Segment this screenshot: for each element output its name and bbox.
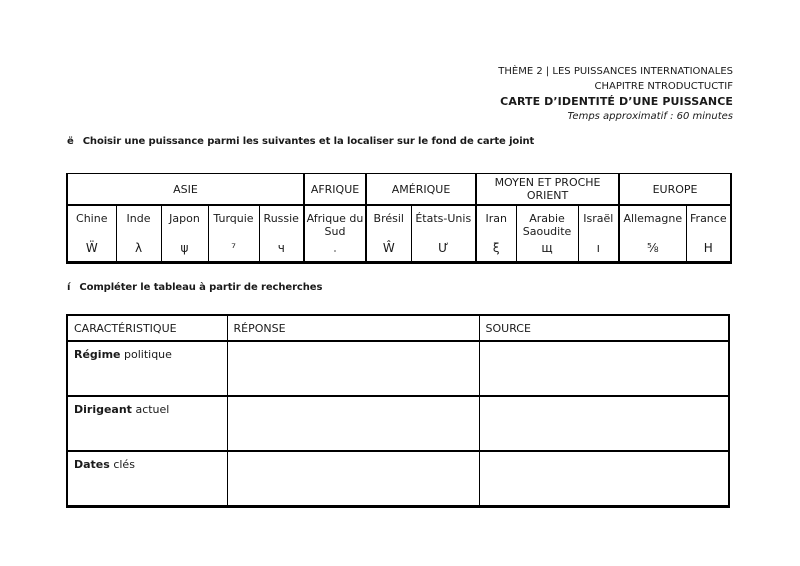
- country-name: Japon: [169, 212, 200, 225]
- row-label-regime: [67, 341, 227, 396]
- country-name: France: [690, 212, 727, 225]
- source-cell-dirigeant[interactable]: [479, 396, 729, 451]
- flag-glyph: Ŵ: [382, 241, 395, 255]
- country-cell-france: [686, 205, 731, 263]
- flag-glyph: Ẅ: [85, 241, 98, 255]
- response-cell-dirigeant[interactable]: [227, 396, 479, 451]
- row-label-bold: Régime: [74, 348, 121, 361]
- table-row-dirigeant: [67, 396, 729, 451]
- country-cell-iran: [476, 205, 516, 263]
- region-header-row: [67, 174, 731, 206]
- country-cell-israel: [578, 205, 619, 263]
- source-cell-regime[interactable]: [479, 341, 729, 396]
- country-cell-turquie: [208, 205, 259, 263]
- country-name: Iran: [485, 212, 508, 225]
- region-header-afrique: AFRIQUE: [304, 174, 366, 206]
- country-cell-etats-unis: [411, 205, 476, 263]
- time-estimate: Temps approximatif : 60 minutes: [567, 111, 733, 122]
- region-header-asie: ASIE: [67, 174, 304, 206]
- country-cell-arabie-saoudite: [516, 205, 578, 263]
- column-header-reponse: RÉPONSE: [227, 315, 479, 341]
- column-header-source: SOURCE: [479, 315, 729, 341]
- country-cell-russie: [259, 205, 304, 263]
- flag-glyph: ξ: [492, 241, 500, 255]
- instruction-choose-power: [67, 136, 534, 147]
- response-cell-dates[interactable]: [227, 451, 479, 507]
- column-header-caracteristique: CARACTÉRISTIQUE: [67, 315, 227, 341]
- country-name: Israël: [583, 212, 614, 225]
- country-cell-inde: [116, 205, 161, 263]
- country-name: Afrique du Sud: [306, 212, 364, 238]
- region-header-europe: EUROPE: [619, 174, 731, 206]
- flag-glyph: щ: [541, 241, 553, 255]
- country-name: États-Unis: [415, 212, 472, 225]
- document-header: [498, 64, 733, 124]
- row-label-rest: clés: [109, 458, 135, 471]
- flag-glyph: ₓ: [333, 247, 337, 254]
- country-name: Allemagne: [623, 212, 683, 225]
- country-name: Arabie Saoudite: [522, 212, 572, 238]
- flag-glyph: ⅝: [646, 241, 659, 255]
- country-name: Brésil: [373, 212, 404, 225]
- flag-glyph: ⁷: [231, 241, 236, 255]
- bullet-2-icon: í: [67, 282, 71, 293]
- row-label-dirigeant: [67, 396, 227, 451]
- powers-table: [66, 173, 732, 264]
- flag-glyph: ч: [277, 241, 285, 255]
- row-label-bold: Dates: [74, 458, 110, 471]
- characteristics-table: [66, 314, 730, 508]
- instruction-2-text: Compléter le tableau à partir de recherches: [79, 282, 323, 293]
- response-cell-regime[interactable]: [227, 341, 479, 396]
- row-label-rest: politique: [120, 348, 172, 361]
- table-row-regime: [67, 341, 729, 396]
- page-title: CARTE D’IDENTITÉ D’UNE PUISSANCE: [500, 95, 733, 108]
- country-cell-chine: [67, 205, 116, 263]
- flag-glyph: ψ: [180, 241, 189, 255]
- row-label-rest: actuel: [131, 403, 170, 416]
- country-name: Turquie: [213, 212, 254, 225]
- theme-line: THÈME 2 | LES PUISSANCES INTERNATIONALES: [498, 66, 733, 77]
- table-row-dates: [67, 451, 729, 507]
- country-cell-allemagne: [619, 205, 686, 263]
- characteristics-header-row: [67, 315, 729, 341]
- country-cell-bresil: [366, 205, 411, 263]
- flag-glyph: H: [703, 241, 713, 255]
- flag-glyph: ı: [596, 241, 600, 255]
- chapter-line: CHAPITRE NTRODUCTUCTIF: [594, 81, 733, 92]
- country-cell-afrique-du-sud: [304, 205, 366, 263]
- row-label-dates: [67, 451, 227, 507]
- country-name: Chine: [76, 212, 108, 225]
- region-header-moyen-orient: MOYEN ET PROCHE ORIENT: [476, 174, 619, 206]
- country-name: Inde: [126, 212, 151, 225]
- flag-glyph: Ư: [438, 241, 449, 255]
- flag-glyph: λ: [134, 241, 143, 255]
- country-name: Russie: [263, 212, 299, 225]
- instruction-complete-table: [67, 282, 322, 293]
- country-row: [67, 205, 731, 263]
- bullet-1-icon: ë: [67, 136, 74, 147]
- region-header-amerique: AMÉRIQUE: [366, 174, 476, 206]
- instruction-1-text: Choisir une puissance parmi les suivantes et la localiser sur le fond de carte joint: [82, 136, 535, 147]
- row-label-bold: Dirigeant: [74, 403, 132, 416]
- country-cell-japon: [161, 205, 208, 263]
- source-cell-dates[interactable]: [479, 451, 729, 507]
